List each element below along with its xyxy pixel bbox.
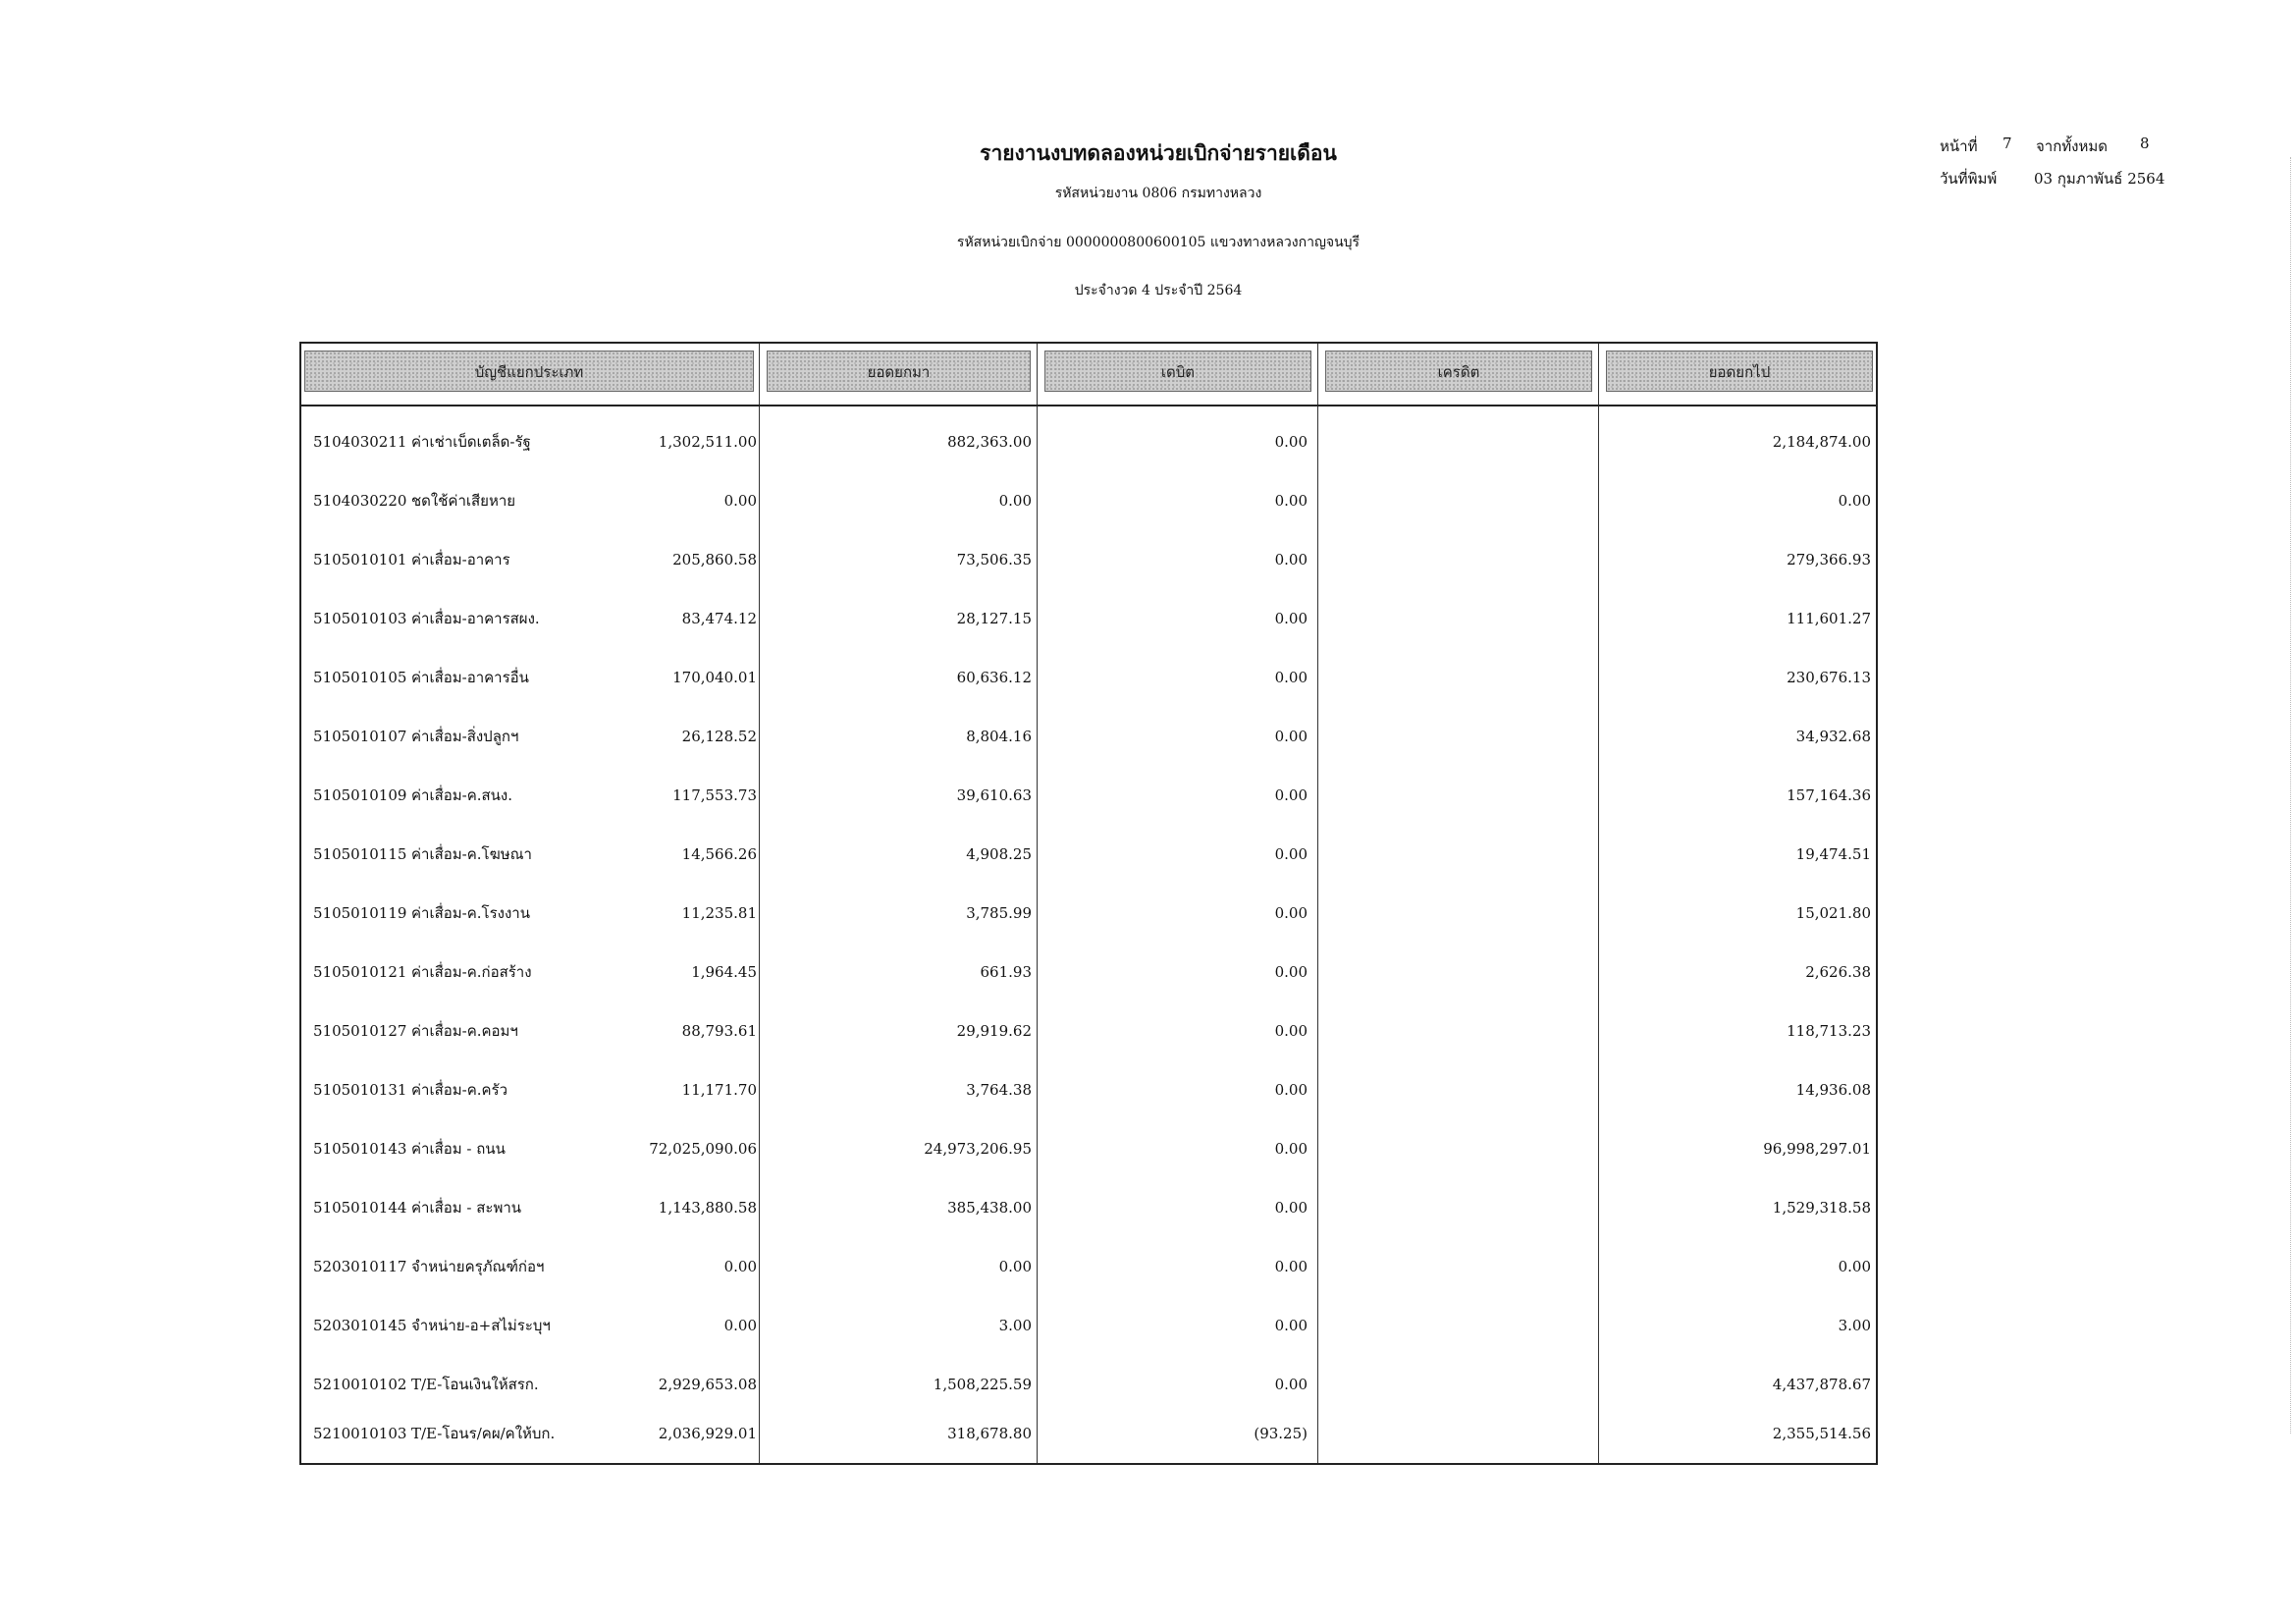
credit-value: 0.00 — [1274, 1140, 1308, 1158]
table-row — [301, 471, 1876, 530]
brought-forward-value: 83,474.12 — [681, 610, 757, 627]
carried-forward-value: 279,366.93 — [1787, 551, 1871, 568]
brought-forward-value: 205,860.58 — [672, 551, 757, 568]
account-code: 5210010103 — [313, 1425, 407, 1442]
credit-value: 0.00 — [1274, 1081, 1308, 1099]
carried-forward-value: 2,626.38 — [1805, 963, 1871, 981]
account-code: 5105010105 — [313, 669, 407, 686]
account-code: 5104030220 — [313, 492, 407, 510]
carried-forward-value: 3.00 — [1838, 1317, 1871, 1334]
brought-forward-value: 2,036,929.01 — [658, 1425, 757, 1442]
account-code: 5105010101 — [313, 551, 407, 568]
debit-value: 73,506.35 — [956, 551, 1032, 568]
table-row — [301, 707, 1876, 766]
credit-value: 0.00 — [1274, 433, 1308, 451]
account-name: T/E-โอนเงินให้สรก. — [411, 1376, 539, 1393]
debit-value: 0.00 — [998, 492, 1032, 510]
total-pages: 8 — [2140, 135, 2150, 152]
page-number: 7 — [2002, 135, 2012, 152]
account-name: ค่าเสื่อม - สะพาน — [411, 1199, 522, 1217]
column-header-account: บัญชีแยกประเภท — [304, 351, 754, 392]
table-row — [301, 412, 1876, 471]
carried-forward-value: 96,998,297.01 — [1763, 1140, 1871, 1158]
column-header-brought-forward: ยอดยกมา — [767, 351, 1031, 392]
table-row — [301, 648, 1876, 707]
account-name: ค่าเสื่อม-อาคาร — [411, 551, 510, 568]
account-name: ชดใช้ค่าเสียหาย — [411, 492, 516, 510]
carried-forward-value: 0.00 — [1838, 492, 1871, 510]
credit-value: 0.00 — [1274, 551, 1308, 568]
brought-forward-value: 2,929,653.08 — [658, 1376, 757, 1393]
carried-forward-value: 15,021.80 — [1795, 904, 1871, 922]
credit-value: 0.00 — [1274, 904, 1308, 922]
credit-value: 0.00 — [1274, 845, 1308, 863]
table-row — [301, 943, 1876, 1001]
credit-value: 0.00 — [1274, 669, 1308, 686]
carried-forward-value: 1,529,318.58 — [1772, 1199, 1871, 1217]
account-name: จำหน่ายครุภัณฑ์ก่อฯ — [411, 1258, 545, 1275]
table-row — [301, 1404, 1876, 1463]
carried-forward-value: 19,474.51 — [1795, 845, 1871, 863]
table-row — [301, 825, 1876, 884]
report-title: รายงานงบทดลองหน่วยเบิกจ่ายรายเดือน — [980, 140, 1337, 165]
account-code: 5105010131 — [313, 1081, 407, 1099]
table-row — [301, 1060, 1876, 1119]
brought-forward-value: 14,566.26 — [681, 845, 757, 863]
account-code: 5105010143 — [313, 1140, 407, 1158]
credit-value: 0.00 — [1274, 1258, 1308, 1275]
account-code: 5105010127 — [313, 1022, 407, 1040]
column-header-carried-forward: ยอดยกไป — [1606, 351, 1873, 392]
table-row — [301, 1001, 1876, 1060]
credit-value: 0.00 — [1274, 728, 1308, 745]
credit-value: (93.25) — [1254, 1425, 1308, 1442]
credit-value: 0.00 — [1274, 963, 1308, 981]
page-label: หน้าที่ — [1940, 137, 1978, 155]
table-row — [301, 530, 1876, 589]
carried-forward-value: 2,355,514.56 — [1772, 1425, 1871, 1442]
account-code: 5105010144 — [313, 1199, 407, 1217]
column-header-debit: เดบิต — [1044, 351, 1311, 392]
credit-value: 0.00 — [1274, 1022, 1308, 1040]
account-name: ค่าเสื่อม-ค.ก่อสร้าง — [411, 963, 532, 981]
account-name: จำหน่าย-อ+สไม่ระบุฯ — [411, 1317, 551, 1334]
page-edge-rule — [2290, 157, 2291, 1434]
account-name: ค่าเสื่อม - ถนน — [411, 1140, 506, 1158]
credit-value: 0.00 — [1274, 492, 1308, 510]
table-row — [301, 766, 1876, 825]
debit-value: 24,973,206.95 — [924, 1140, 1032, 1158]
debit-value: 882,363.00 — [947, 433, 1032, 451]
account-name: ค่าเสื่อม-อาคารอื่น — [411, 669, 529, 686]
account-name: ค่าเสื่อม-ค.ครัว — [411, 1081, 508, 1099]
account-code: 5203010117 — [313, 1258, 407, 1275]
account-name: ค่าเสื่อม-ค.สนง. — [411, 786, 513, 804]
brought-forward-value: 0.00 — [723, 1258, 757, 1275]
table-row — [301, 1296, 1876, 1355]
brought-forward-value: 117,553.73 — [672, 786, 757, 804]
table-row — [301, 1237, 1876, 1296]
credit-value: 0.00 — [1274, 1317, 1308, 1334]
table-header — [301, 344, 1876, 406]
carried-forward-value: 157,164.36 — [1787, 786, 1871, 804]
carried-forward-value: 4,437,878.67 — [1772, 1376, 1871, 1393]
account-name: ค่าเสื่อม-ค.โรงงาน — [411, 904, 530, 922]
account-name: ค่าเสื่อม-ค.คอมฯ — [411, 1022, 518, 1040]
carried-forward-value: 2,184,874.00 — [1772, 433, 1871, 451]
account-name: T/E-โอนร/คผ/คให้บก. — [411, 1425, 556, 1442]
brought-forward-value: 0.00 — [723, 492, 757, 510]
debit-value: 3.00 — [998, 1317, 1032, 1334]
debit-value: 29,919.62 — [956, 1022, 1032, 1040]
brought-forward-value: 1,964.45 — [691, 963, 757, 981]
credit-value: 0.00 — [1274, 786, 1308, 804]
brought-forward-value: 26,128.52 — [681, 728, 757, 745]
account-name: ค่าเสื่อม-สิ่งปลูกฯ — [411, 728, 519, 745]
table-row — [301, 1119, 1876, 1178]
debit-value: 0.00 — [998, 1258, 1032, 1275]
print-date: 03 กุมภาพันธ์ 2564 — [2034, 170, 2165, 188]
carried-forward-value: 0.00 — [1838, 1258, 1871, 1275]
carried-forward-value: 34,932.68 — [1795, 728, 1871, 745]
disbursing-unit-line: รหัสหน่วยเบิกจ่าย 0000000800600105 แขวงทางหลวงกาญจนบุรี — [956, 235, 1361, 250]
credit-value: 0.00 — [1274, 1376, 1308, 1393]
table-row — [301, 589, 1876, 648]
account-code: 5105010119 — [313, 904, 407, 922]
account-code: 5104030211 — [313, 433, 407, 451]
account-code: 5105010103 — [313, 610, 407, 627]
carried-forward-value: 111,601.27 — [1787, 610, 1871, 627]
report-header — [0, 0, 2296, 314]
account-name: ค่าเสื่อม-อาคารสผง. — [411, 610, 540, 627]
table-row — [301, 884, 1876, 943]
brought-forward-value: 170,040.01 — [672, 669, 757, 686]
column-header-credit: เครดิต — [1325, 351, 1592, 392]
brought-forward-value: 1,143,880.58 — [658, 1199, 757, 1217]
debit-value: 4,908.25 — [966, 845, 1032, 863]
brought-forward-value: 1,302,511.00 — [658, 433, 757, 451]
debit-value: 3,785.99 — [966, 904, 1032, 922]
account-name: ค่าเสื่อม-ค.โฆษณา — [411, 845, 532, 863]
account-code: 5203010145 — [313, 1317, 407, 1334]
credit-value: 0.00 — [1274, 610, 1308, 627]
brought-forward-value: 11,235.81 — [681, 904, 757, 922]
debit-value: 3,764.38 — [966, 1081, 1032, 1099]
carried-forward-value: 14,936.08 — [1795, 1081, 1871, 1099]
carried-forward-value: 118,713.23 — [1787, 1022, 1871, 1040]
debit-value: 1,508,225.59 — [933, 1376, 1032, 1393]
account-code: 5105010109 — [313, 786, 407, 804]
agency-line: รหัสหน่วยงาน 0806 กรมทางหลวง — [1054, 186, 1262, 201]
account-code: 5105010115 — [313, 845, 407, 863]
debit-value: 318,678.80 — [947, 1425, 1032, 1442]
carried-forward-value: 230,676.13 — [1787, 669, 1871, 686]
account-code: 5105010121 — [313, 963, 407, 981]
debit-value: 28,127.15 — [956, 610, 1032, 627]
print-date-label: วันที่พิมพ์ — [1940, 170, 1998, 188]
debit-value: 60,636.12 — [956, 669, 1032, 686]
period-line: ประจำงวด 4 ประจำปี 2564 — [1074, 283, 1243, 298]
account-name: ค่าเช่าเบ็ดเตล็ด-รัฐ — [411, 433, 531, 451]
brought-forward-value: 0.00 — [723, 1317, 757, 1334]
debit-value: 661.93 — [980, 963, 1032, 981]
account-code: 5105010107 — [313, 728, 407, 745]
account-code: 5210010102 — [313, 1376, 407, 1393]
total-pages-label: จากทั้งหมด — [2036, 137, 2109, 155]
brought-forward-value: 88,793.61 — [681, 1022, 757, 1040]
brought-forward-value: 11,171.70 — [681, 1081, 757, 1099]
debit-value: 385,438.00 — [947, 1199, 1032, 1217]
debit-value: 8,804.16 — [966, 728, 1032, 745]
debit-value: 39,610.63 — [956, 786, 1032, 804]
table-row — [301, 1178, 1876, 1237]
trial-balance-table — [299, 342, 1878, 1465]
brought-forward-value: 72,025,090.06 — [649, 1140, 757, 1158]
credit-value: 0.00 — [1274, 1199, 1308, 1217]
